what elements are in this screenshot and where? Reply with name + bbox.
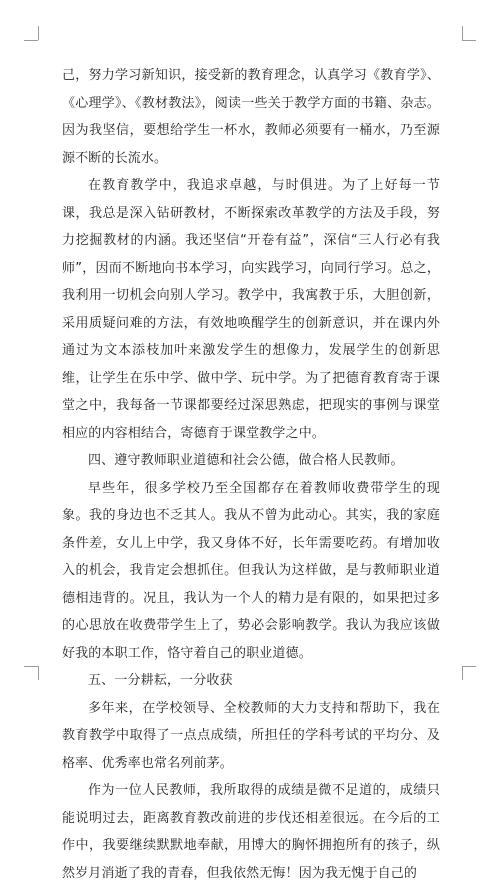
crop-mark-top-left-h — [24, 40, 38, 41]
crop-mark-bottom-right-h — [462, 666, 476, 667]
paragraph-continuation: 己，努力学习新知识，接受新的教育理念，认真学习《教育学》、《心理学》、《教材教法》，阅读一些关于教学方面的书籍、杂志。因为我坚信，要想给学生一杯水，教师必须要有一桶水，乃至源源不断的长流水。 — [62, 68, 440, 166]
section-heading-harvest: 五、一分耕耘，一分收获 — [88, 673, 233, 688]
paragraph-future: 作为一位人民教师，我所取得的成绩是微不足道的，成绩只能说明过去，距离教育教改前进的步伐还相差很远。在今后的工作中，我要继续默默地奉献，用博大的胸怀拥抱所有的孩子，纵然岁月消逝了我的青春，但我依然无悔！因为我无愧于自己的 — [62, 783, 440, 881]
crop-mark-bottom-left-v — [38, 666, 39, 680]
crop-mark-top-left-v — [38, 26, 39, 40]
crop-mark-bottom-right-v — [462, 666, 463, 680]
crop-mark-bottom-left-h — [24, 666, 38, 667]
document-body — [62, 62, 440, 887]
section-heading-ethics: 四、遵守教师职业道德和社会公德，做合格人民教师。 — [88, 453, 404, 468]
crop-mark-top-right-h — [462, 40, 476, 41]
crop-mark-top-right-v — [462, 26, 463, 40]
paragraph-teaching: 在教育教学中，我追求卓越，与时俱进。为了上好每一节课，我总是深入钻研教材，不断探索改革教学的方法及手段，努力挖掘教材的内涵。我还坚信“开卷有益”，深信“三人行必有我师”，因而不断地向书本学习，向实践学习，向同行学习。总之，我利用一切机会向别人学习。教学中，我寓教于乐，大胆创新，采用质疑问难的方法，有效地唤醒学生的创新意识，并在课内外通过为文本添枝加叶来激发学生的想像力，发展学生的创新思维，让学生在乐中学、做中学、玩中学。为了把德育教育寄于课堂之中，我每备一节课都要经过深思熟虑，把现实的事例与课堂相应的内容相结合，寄德育于课堂教学之中。 — [62, 178, 440, 441]
paragraph-achievements: 多年来，在学校领导、全校教师的大力支持和帮助下，我在教育教学中取得了一点点成绩，所担任的学科考试的平均分、及格率、优秀率也常名列前茅。 — [62, 700, 440, 771]
paragraph-ethics: 早些年，很多学校乃至全国都存在着教师收费带学生的现象。我的身边也不乏其人。我从不曾为此动心。其实，我的家庭条件差，女儿上中学，我又身体不好，长年需要吃药。有增加收入的机会，我肯定会想抓住。但我认为这样做，是与教师职业道德相违背的。况且，我认为一个人的精力是有限的，如果把过多的心思放在收费带学生上了，势必会影响教学。我认为我应该做好我的本职工作，恪守着自己的职业道德。 — [62, 480, 440, 661]
